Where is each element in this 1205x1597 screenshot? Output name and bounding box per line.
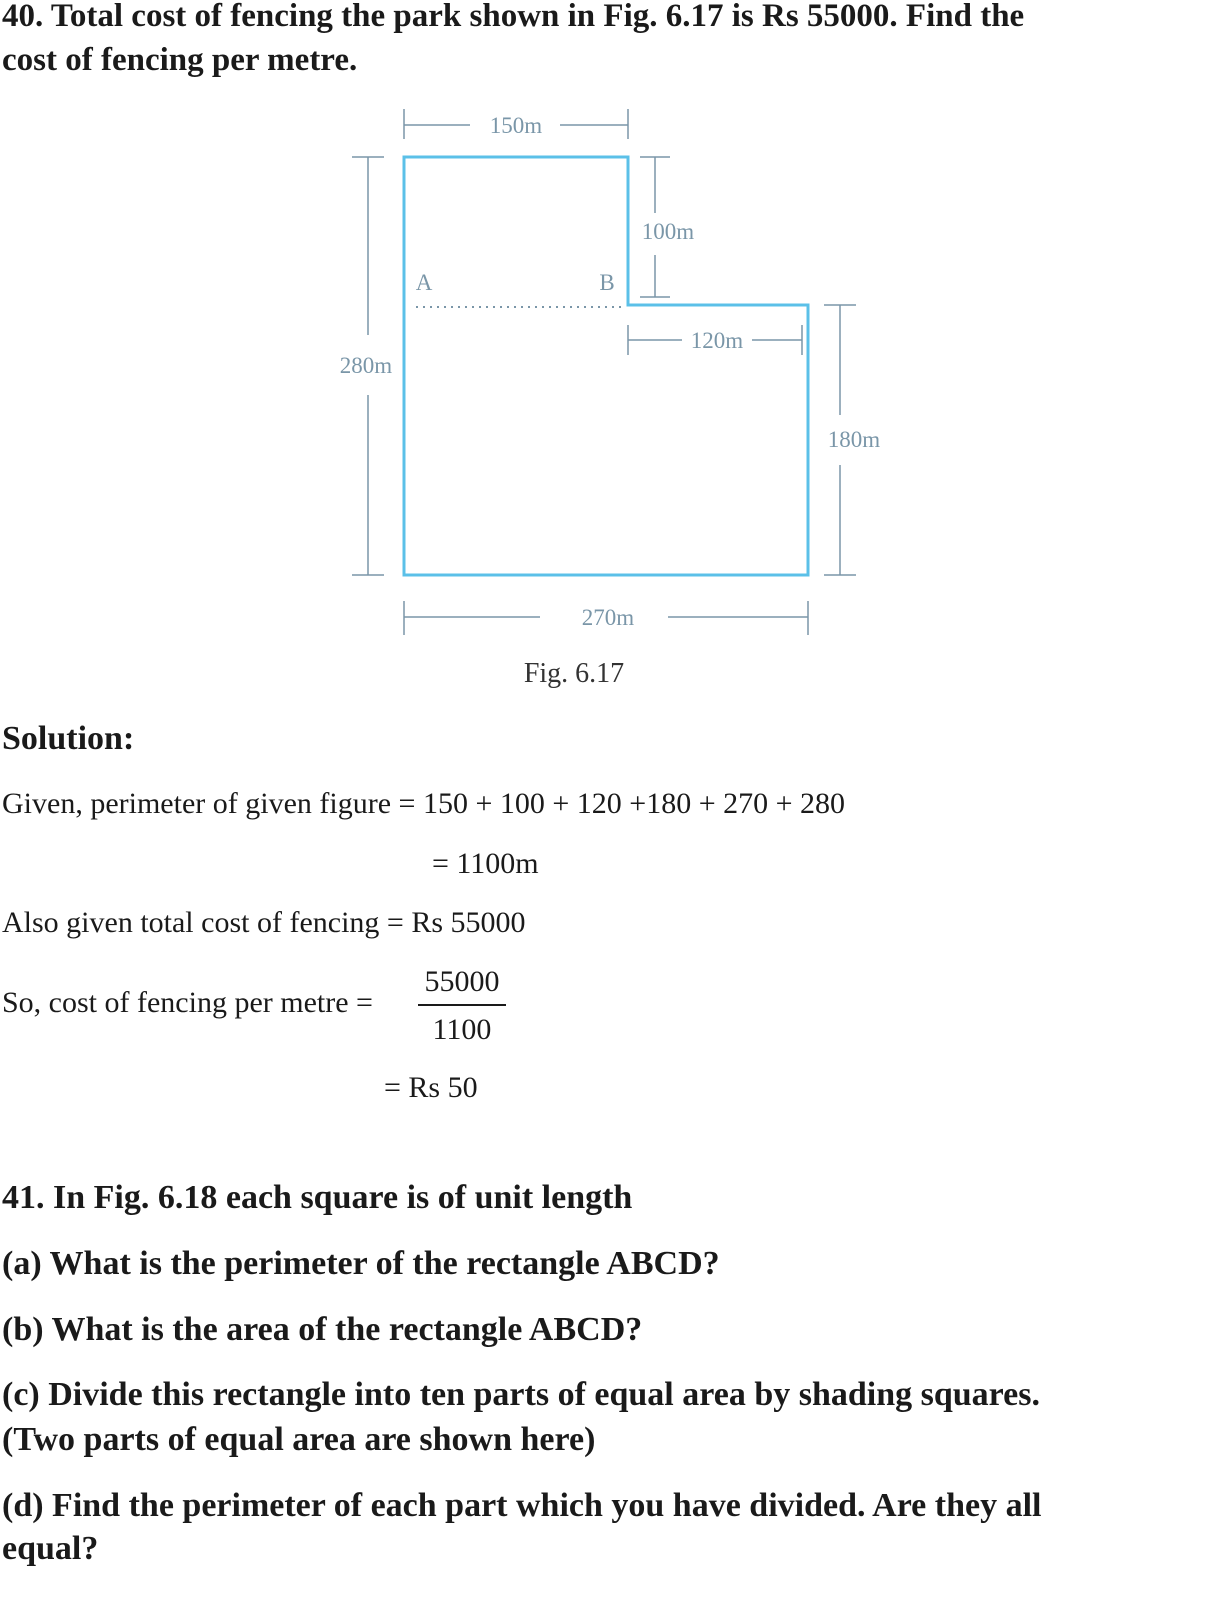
point-a-label: A (415, 270, 433, 295)
fraction-numerator: 55000 (424, 965, 500, 998)
point-b-label: B (599, 270, 615, 295)
fraction-bar (418, 1004, 506, 1006)
question-41-part-d-line-2: equal? (2, 1530, 99, 1567)
figure-caption: Fig. 6.17 (523, 658, 625, 689)
question-41-part-a: (a) What is the perimeter of the rectangle ABCD? (2, 1245, 720, 1282)
question-41-title: 41. In Fig. 6.18 each square is of unit length (2, 1179, 633, 1216)
solution-heading: Solution: (2, 720, 135, 757)
label-120m: 120m (690, 328, 744, 353)
question-40-title-line-1: 40. Total cost of fencing the park shown in Fig. 6.17 is Rs 55000. Find the (2, 0, 1025, 34)
fraction-denominator: 1100 (432, 1013, 492, 1046)
label-150m: 150m (489, 113, 543, 138)
label-100m: 100m (641, 219, 695, 244)
question-40-title-line-2: cost of fencing per metre. (2, 42, 358, 78)
label-280m: 280m (339, 353, 393, 378)
solution-line-4: So, cost of fencing per metre = (2, 986, 373, 1019)
solution-line-3: Also given total cost of fencing = Rs 55000 (2, 906, 526, 939)
fraction (418, 964, 506, 1048)
question-41-part-b: (b) What is the area of the rectangle ABCD? (2, 1311, 643, 1348)
question-41-part-d-line-1: (d) Find the perimeter of each part which you have divided. Are they all (2, 1487, 1042, 1524)
label-180m: 180m (827, 427, 881, 452)
solution-line-1: Given, perimeter of given figure = 150 + 100 + 120 +180 + 270 + 280 (2, 787, 846, 820)
label-270m: 270m (581, 605, 635, 630)
solution-line-2: = 1100m (432, 847, 539, 880)
park-figure (0, 95, 1205, 695)
question-41-part-c-line-2: (Two parts of equal area are shown here) (2, 1421, 596, 1458)
park-outline (404, 157, 808, 575)
solution-result: = Rs 50 (384, 1071, 478, 1104)
question-41-part-c-line-1: (c) Divide this rectangle into ten parts of equal area by shading squares. (2, 1376, 1040, 1413)
